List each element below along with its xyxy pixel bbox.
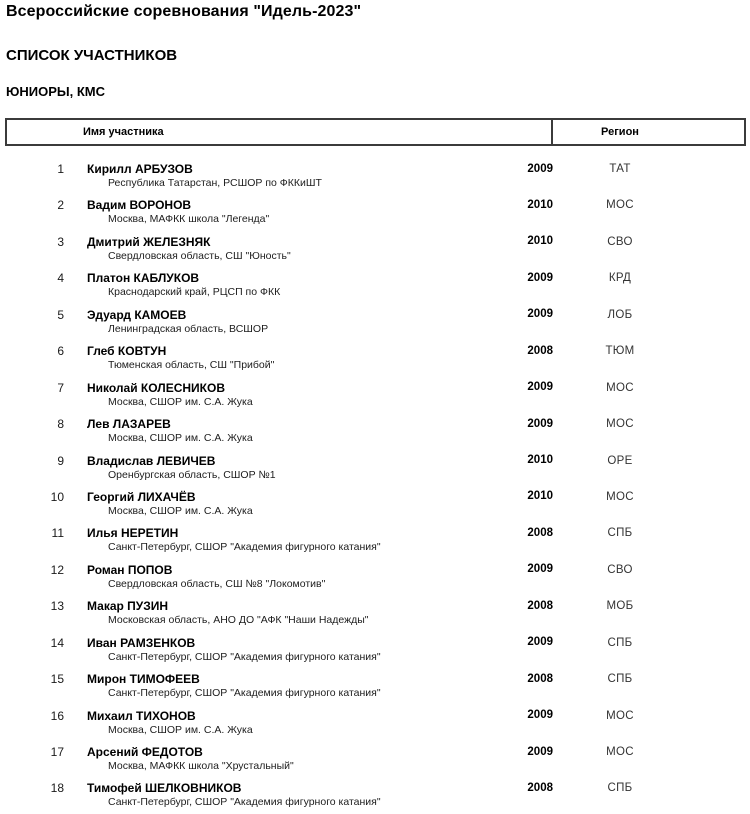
birth-year: 2010 — [527, 198, 553, 211]
page-subtitle: СПИСОК УЧАСТНИКОВ — [6, 47, 178, 64]
region-code: ТЮМ — [605, 345, 635, 358]
row-number: 14 — [50, 635, 64, 650]
table-row — [0, 739, 750, 775]
table-row — [0, 666, 750, 702]
participant-name: Мирон ТИМОФЕЕВ — [87, 672, 200, 687]
row-number: 3 — [57, 234, 64, 249]
participant-affiliation: Москва, МАФКК школа "Легенда" — [108, 213, 270, 226]
row-number: 18 — [50, 781, 64, 796]
birth-year: 2009 — [527, 563, 553, 576]
participant-affiliation: Санкт-Петербург, СШОР "Академия фигурного катания" — [108, 650, 381, 663]
participant-affiliation: Свердловская область, СШ №8 "Локомотив" — [108, 577, 326, 590]
region-code: ОРЕ — [607, 454, 633, 467]
birth-year: 2009 — [527, 308, 553, 321]
birth-year: 2008 — [527, 672, 553, 685]
participant-affiliation: Свердловская область, СШ "Юность" — [108, 249, 291, 262]
category-heading: ЮНИОРЫ, КМС — [6, 84, 106, 99]
birth-year: 2009 — [527, 162, 553, 175]
participant-name: Кирилл АРБУЗОВ — [87, 162, 193, 176]
participant-affiliation: Краснодарский край, РЦСП по ФКК — [108, 286, 281, 299]
participant-name: Платон КАБЛУКОВ — [87, 271, 200, 286]
row-number: 7 — [57, 380, 64, 395]
row-number: 9 — [57, 453, 64, 468]
table-row — [0, 775, 750, 811]
participant-name: Арсений ФЕДОТОВ — [87, 745, 203, 759]
participant-affiliation: Москва, СШОР им. С.А. Жука — [108, 395, 253, 408]
region-code: ТАТ — [609, 163, 631, 175]
birth-year: 2008 — [527, 781, 553, 794]
birth-year: 2009 — [527, 636, 553, 649]
row-number: 17 — [50, 745, 64, 759]
participant-affiliation: Москва, СШОР им. С.А. Жука — [108, 432, 253, 445]
table-row — [0, 520, 750, 556]
participant-name: Георгий ЛИХАЧЁВ — [87, 489, 196, 504]
table-row — [0, 375, 750, 411]
participant-name: Лев ЛАЗАРЕВ — [87, 417, 171, 432]
row-number: 16 — [50, 708, 64, 723]
birth-year: 2009 — [527, 745, 553, 758]
participant-name: Вадим ВОРОНОВ — [87, 198, 192, 213]
table-row — [0, 338, 750, 374]
participant-affiliation: Республика Татарстан, РСШОР по ФККиШТ — [108, 177, 322, 189]
region-code: СПБ — [607, 527, 633, 540]
participant-affiliation: Санкт-Петербург, СШОР "Академия фигурного катания" — [108, 796, 381, 809]
birth-year: 2008 — [527, 344, 553, 357]
participant-name: Роман ПОПОВ — [87, 562, 173, 577]
region-code: МОБ — [606, 600, 634, 613]
birth-year: 2010 — [527, 454, 553, 466]
participant-affiliation: Тюменская область, СШ "Прибой" — [108, 359, 275, 372]
participant-name: Глеб КОВТУН — [87, 344, 167, 359]
region-code: МОС — [606, 746, 634, 758]
table-row — [0, 265, 750, 301]
participant-affiliation: Санкт-Петербург, СШОР "Академия фигурного катания" — [108, 541, 381, 554]
birth-year: 2008 — [527, 599, 553, 612]
participant-affiliation: Ленинградская область, ВСШОР — [108, 322, 269, 335]
region-code: МОС — [606, 490, 634, 503]
participant-name: Иван РАМЗЕНКОВ — [87, 635, 196, 650]
region-code: КРД — [608, 272, 632, 285]
participant-affiliation: Московская область, АНО ДО "АФК "Наши Надежды" — [108, 614, 369, 627]
table-row — [0, 703, 750, 739]
table-row — [0, 156, 750, 192]
table-row — [0, 448, 750, 484]
region-code: СВО — [607, 235, 633, 248]
participant-name: Дмитрий ЖЕЛЕЗНЯК — [87, 234, 211, 249]
row-number: 5 — [57, 307, 64, 322]
table-row — [0, 302, 750, 338]
region-code: СПБ — [607, 636, 633, 649]
table-header-divider — [551, 118, 553, 146]
table-row — [0, 593, 750, 629]
birth-year: 2009 — [527, 381, 553, 394]
birth-year: 2009 — [527, 709, 553, 722]
participant-name: Эдуард КАМОЕВ — [87, 307, 187, 322]
table-row — [0, 192, 750, 228]
region-code: СПБ — [607, 782, 633, 795]
table-row — [0, 229, 750, 265]
participant-name: Тимофей ШЕЛКОВНИКОВ — [87, 781, 242, 796]
row-number: 12 — [50, 562, 64, 577]
row-number: 8 — [57, 417, 64, 432]
region-code: СВО — [607, 563, 633, 576]
participant-list — [0, 156, 750, 812]
birth-year: 2009 — [527, 271, 553, 284]
participant-name: Михаил ТИХОНОВ — [87, 708, 196, 723]
participant-name: Макар ПУЗИН — [87, 599, 169, 614]
region-code: МОС — [606, 199, 634, 212]
birth-year: 2010 — [527, 235, 553, 248]
column-header-region: Регион — [601, 126, 639, 138]
table-row — [0, 484, 750, 520]
participant-affiliation: Москва, МАФКК школа "Хрустальный" — [108, 760, 294, 772]
row-number: 1 — [57, 162, 64, 176]
row-number: 15 — [50, 672, 64, 687]
row-number: 10 — [50, 489, 64, 504]
table-row — [0, 557, 750, 593]
row-number: 2 — [57, 198, 64, 213]
participant-name: Владислав ЛЕВИЧЕВ — [87, 453, 216, 468]
participant-name: Илья НЕРЕТИН — [87, 526, 179, 541]
birth-year: 2008 — [527, 526, 553, 539]
region-code: МОС — [606, 418, 634, 431]
birth-year: 2009 — [527, 417, 553, 430]
region-code: МОС — [606, 381, 634, 394]
birth-year: 2010 — [527, 490, 553, 503]
participant-name: Николай КОЛЕСНИКОВ — [87, 380, 225, 395]
row-number: 11 — [51, 526, 64, 541]
table-row — [0, 630, 750, 666]
table-row — [0, 411, 750, 447]
row-number: 6 — [57, 344, 64, 359]
participant-affiliation: Оренбургская область, СШОР №1 — [108, 468, 276, 481]
region-code: МОС — [606, 709, 634, 722]
participant-affiliation: Москва, СШОР им. С.А. Жука — [108, 504, 253, 517]
participant-affiliation: Москва, СШОР им. С.А. Жука — [108, 723, 253, 736]
page-title: Всероссийские соревнования "Идель-2023" — [6, 3, 362, 20]
row-number: 13 — [50, 599, 64, 614]
participant-affiliation: Санкт-Петербург, СШОР "Академия фигурного катания" — [108, 687, 381, 700]
row-number: 4 — [57, 271, 64, 286]
region-code: ЛОБ — [607, 308, 633, 321]
region-code: СПБ — [607, 673, 633, 686]
column-header-name: Имя участника — [83, 126, 164, 138]
